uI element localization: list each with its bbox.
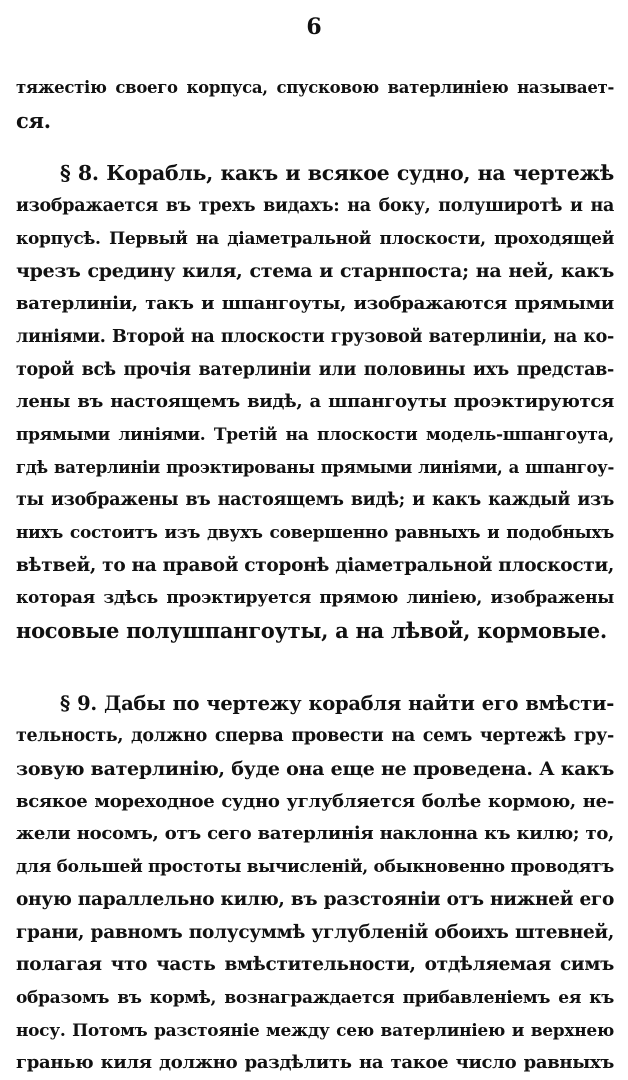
text-line: корпусѣ. Первый на діаметральной плоскости, проходящей [16,228,614,249]
text-line: тельность, должно сперва провести на семъ чертежѣ гру- [16,726,614,747]
text-line: изображается въ трехъ видахъ: на боку, полуширотѣ и на [16,196,614,217]
text-line: всякое мореходное судно углубляется болѣе кормою, не- [16,790,614,812]
text-line: нихъ состоитъ изъ двухъ совершенно равныхъ и подобныхъ [16,522,614,543]
text-line: гранью киля должно раздѣлить на такое число равныхъ [16,1052,614,1074]
text-line: лены въ настоящемъ видѣ, а шпангоуты проэктируются [16,391,614,413]
paragraph-continuation [16,72,614,137]
text-line: § 8. Корабль, какъ и всякое судно, на чертежѣ [60,161,614,186]
text-line: полагая что часть вмѣстительности, отдѣляемая симъ [16,954,614,976]
text-line: гдѣ ватерлиніи проэктированы прямыми линіями, а шпангоу- [16,457,614,477]
paragraph-section-8 [16,157,614,647]
text-line: ся. [16,107,51,133]
text-line: чрезъ средину киля, стема и старнпоста; на ней, какъ [16,260,614,283]
text-line: торой всѣ прочія ватерлиніи или половины ихъ представ- [16,359,614,380]
text-line: линіями. Второй на плоскости грузовой ватерлиніи, на ко- [16,326,614,347]
text-line: тяжестію своего корпуса, спусковою ватерлиніею называет- [16,78,614,97]
text-line: жели носомъ, отъ сего ватерлинія наклонна къ килю; то, [16,823,614,845]
text-line: грани, равномъ полусуммѣ углубленій обоихъ штевней, [16,921,614,943]
text-line: для большей простоты вычисленій, обыкновенно проводятъ [16,857,615,878]
text-line: ватерлиніи, такъ и шпангоуты, изображаются прямыми [16,293,614,315]
text-line: носу. Потомъ разстояніе между сею ватерлиніею и верхнею [16,1020,614,1041]
text-line: оную параллельно килю, въ разстояніи отъ нижней его [16,888,614,910]
page-number: 6 [306,14,322,40]
paragraph-section-9 [16,688,614,1080]
text-line: вѣтвей, то на правой сторонѣ діаметральной плоскости, [16,554,615,576]
page-text [16,72,614,1080]
text-line: прямыми линіями. Третій на плоскости модель-шпангоута, [16,424,614,445]
text-line: зовую ватерлинію, буде она еще не проведена. А какъ [16,758,614,781]
text-line: образомъ въ кормѣ, вознаграждается прибавленіемъ ея къ [16,987,614,1008]
text-line: § 9. Дабы по чертежу корабля найти его вмѣсти- [60,691,614,715]
text-line: носовые полушпангоуты, а на лѣвой, кормовые. [16,618,607,643]
text-line: которая здѣсь проэктируется прямою линіею, изображены [16,588,614,609]
text-line: ты изображены въ настоящемъ видѣ; и какъ каждый изъ [16,490,614,511]
